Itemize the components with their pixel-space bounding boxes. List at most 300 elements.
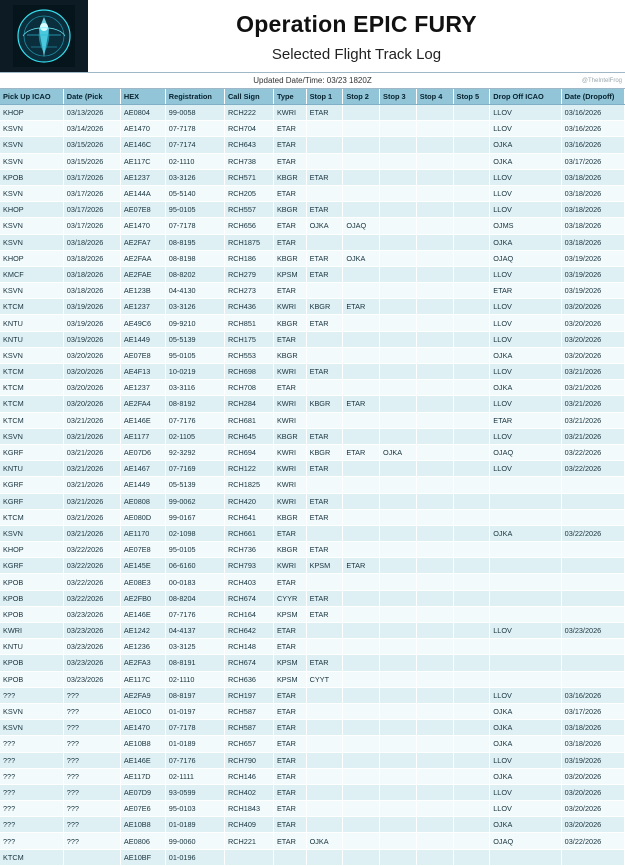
table-cell: [343, 364, 380, 380]
table-cell: [306, 574, 343, 590]
table-cell: 07-7176: [165, 606, 224, 622]
column-header[interactable]: Date (Pick: [63, 89, 120, 105]
table-row[interactable]: [0, 396, 625, 412]
table-cell: 03/22/2026: [63, 558, 120, 574]
table-cell: 03/20/2026: [561, 801, 624, 817]
table-row[interactable]: [0, 234, 625, 250]
table-cell: KSVN: [0, 121, 63, 137]
table-cell: [306, 525, 343, 541]
table-cell: ???: [63, 817, 120, 833]
table-cell: KSVN: [0, 137, 63, 153]
table-cell: [490, 849, 561, 865]
table-cell: AE1177: [120, 428, 165, 444]
table-cell: 03/18/2026: [561, 185, 624, 201]
table-cell: [306, 768, 343, 784]
table-cell: [343, 623, 380, 639]
table-cell: ???: [63, 833, 120, 849]
table-cell: RCH694: [224, 444, 273, 460]
table-cell: KSVN: [0, 153, 63, 169]
table-row[interactable]: [0, 736, 625, 752]
emblem-icon: [13, 5, 75, 67]
table-cell: [416, 639, 453, 655]
table-cell: [416, 137, 453, 153]
table-cell: ETAR: [306, 493, 343, 509]
table-row[interactable]: [0, 461, 625, 477]
table-cell: [416, 283, 453, 299]
table-cell: [453, 331, 490, 347]
table-cell: [343, 574, 380, 590]
table-cell: [453, 250, 490, 266]
table-cell: KWRI: [273, 461, 306, 477]
table-row[interactable]: [0, 558, 625, 574]
table-body: [0, 105, 625, 866]
table-cell: RCH661: [224, 525, 273, 541]
table-cell: [343, 849, 380, 865]
table-cell: ETAR: [343, 444, 380, 460]
table-row[interactable]: [0, 331, 625, 347]
table-cell: LLOV: [490, 623, 561, 639]
table-cell: LLOV: [490, 266, 561, 282]
table-cell: [453, 105, 490, 121]
table-cell: [306, 784, 343, 800]
table-row[interactable]: [0, 121, 625, 137]
table-cell: [453, 137, 490, 153]
table-cell: [490, 493, 561, 509]
table-cell: [561, 477, 624, 493]
table-cell: ETAR: [343, 299, 380, 315]
table-row[interactable]: [0, 283, 625, 299]
table-cell: [453, 752, 490, 768]
table-cell: 03/16/2026: [561, 687, 624, 703]
table-cell: 03/21/2026: [63, 444, 120, 460]
table-cell: RCH403: [224, 574, 273, 590]
column-header[interactable]: HEX: [120, 89, 165, 105]
table-cell: [416, 461, 453, 477]
table-cell: ???: [63, 736, 120, 752]
table-cell: RCH1843: [224, 801, 273, 817]
table-row[interactable]: [0, 801, 625, 817]
table-cell: 03/19/2026: [63, 331, 120, 347]
table-row[interactable]: [0, 833, 625, 849]
table-cell: [490, 574, 561, 590]
table-cell: 03/23/2026: [63, 671, 120, 687]
table-row[interactable]: [0, 266, 625, 282]
table-cell: KPOB: [0, 574, 63, 590]
table-row[interactable]: [0, 185, 625, 201]
table-cell: AE1237: [120, 380, 165, 396]
table-cell: [561, 671, 624, 687]
table-cell: LLOV: [490, 121, 561, 137]
column-header[interactable]: Date (Dropoff): [561, 89, 624, 105]
table-cell: [561, 655, 624, 671]
table-cell: KNTU: [0, 639, 63, 655]
table-cell: 03/20/2026: [561, 784, 624, 800]
table-row[interactable]: [0, 817, 625, 833]
table-cell: LLOV: [490, 185, 561, 201]
table-row[interactable]: [0, 574, 625, 590]
table-row[interactable]: [0, 639, 625, 655]
table-cell: 03/21/2026: [63, 509, 120, 525]
table-cell: RCH273: [224, 283, 273, 299]
table-row[interactable]: [0, 169, 625, 185]
table-row[interactable]: [0, 671, 625, 687]
table-cell: ETAR: [273, 283, 306, 299]
table-cell: [343, 185, 380, 201]
table-cell: 95-0103: [165, 801, 224, 817]
table-cell: LLOV: [490, 428, 561, 444]
table-cell: 95-0105: [165, 202, 224, 218]
table-cell: 03/17/2026: [63, 218, 120, 234]
table-cell: [416, 590, 453, 606]
table-cell: ETAR: [273, 720, 306, 736]
column-header[interactable]: Call Sign: [224, 89, 273, 105]
table-cell: [561, 639, 624, 655]
table-cell: KPSM: [273, 266, 306, 282]
table-cell: 03/22/2026: [63, 574, 120, 590]
updated-timestamp: Updated Date/Time: 03/23 1820Z: [253, 76, 372, 85]
table-cell: [453, 623, 490, 639]
table-cell: 08-8198: [165, 250, 224, 266]
table-cell: KHOP: [0, 202, 63, 218]
table-cell: [380, 364, 417, 380]
table-row[interactable]: [0, 105, 625, 121]
table-cell: 03/19/2026: [561, 283, 624, 299]
table-cell: OJKA: [490, 736, 561, 752]
table-cell: [380, 347, 417, 363]
table-cell: KPOB: [0, 655, 63, 671]
table-row[interactable]: [0, 590, 625, 606]
table-row[interactable]: [0, 380, 625, 396]
table-cell: [343, 105, 380, 121]
table-row[interactable]: [0, 412, 625, 428]
table-cell: ETAR: [306, 169, 343, 185]
table-cell: [490, 477, 561, 493]
table-cell: [380, 623, 417, 639]
table-cell: [380, 331, 417, 347]
table-cell: RCH587: [224, 703, 273, 719]
table-cell: RCH279: [224, 266, 273, 282]
table-cell: [416, 606, 453, 622]
table-cell: OJKA: [490, 720, 561, 736]
table-cell: [380, 784, 417, 800]
table-cell: [416, 364, 453, 380]
table-cell: [453, 234, 490, 250]
table-cell: 03/20/2026: [561, 347, 624, 363]
table-cell: RCH1875: [224, 234, 273, 250]
table-cell: [561, 606, 624, 622]
table-cell: OJAQ: [490, 444, 561, 460]
table-row[interactable]: [0, 315, 625, 331]
table-cell: [343, 703, 380, 719]
table-row[interactable]: [0, 720, 625, 736]
table-cell: [453, 266, 490, 282]
table-cell: KBGR: [273, 250, 306, 266]
table-row[interactable]: [0, 347, 625, 363]
table-cell: [380, 218, 417, 234]
table-cell: KWRI: [0, 623, 63, 639]
table-cell: KNTU: [0, 315, 63, 331]
table-cell: 03/20/2026: [561, 817, 624, 833]
table-cell: ???: [0, 687, 63, 703]
table-cell: 08-8204: [165, 590, 224, 606]
table-cell: 03/22/2026: [561, 525, 624, 541]
table-row[interactable]: [0, 703, 625, 719]
table-cell: [416, 849, 453, 865]
table-cell: [343, 331, 380, 347]
table-cell: 02-1110: [165, 153, 224, 169]
table-cell: 02-1105: [165, 428, 224, 444]
column-header[interactable]: Stop 5: [453, 89, 490, 105]
column-header[interactable]: Drop Off ICAO: [490, 89, 561, 105]
table-cell: KSVN: [0, 703, 63, 719]
table-cell: KSVN: [0, 185, 63, 201]
table-cell: [306, 412, 343, 428]
table-cell: [453, 299, 490, 315]
table-cell: [306, 380, 343, 396]
table-cell: AE07E8: [120, 202, 165, 218]
table-cell: [343, 542, 380, 558]
table-cell: ETAR: [306, 315, 343, 331]
table-cell: [490, 590, 561, 606]
table-cell: LLOV: [490, 687, 561, 703]
table-cell: [343, 671, 380, 687]
table-cell: [380, 428, 417, 444]
table-cell: LLOV: [490, 202, 561, 218]
column-header[interactable]: Pick Up ICAO: [0, 89, 63, 105]
column-header[interactable]: Stop 2: [343, 89, 380, 105]
table-row[interactable]: [0, 525, 625, 541]
table-row[interactable]: [0, 493, 625, 509]
table-cell: ETAR: [273, 639, 306, 655]
table-row[interactable]: [0, 687, 625, 703]
table-cell: AE117D: [120, 768, 165, 784]
table-cell: ETAR: [306, 542, 343, 558]
table-cell: RCH553: [224, 347, 273, 363]
table-row[interactable]: [0, 752, 625, 768]
table-cell: [306, 817, 343, 833]
table-cell: [453, 817, 490, 833]
table-cell: KBGR: [273, 202, 306, 218]
table-cell: [306, 752, 343, 768]
table-row[interactable]: [0, 477, 625, 493]
table-cell: [561, 542, 624, 558]
table-cell: KBGR: [273, 347, 306, 363]
table-cell: ???: [0, 801, 63, 817]
table-cell: [453, 784, 490, 800]
table-cell: ETAR: [273, 137, 306, 153]
table-cell: [416, 833, 453, 849]
table-cell: RCH645: [224, 428, 273, 444]
table-cell: 07-7178: [165, 218, 224, 234]
table-cell: ETAR: [273, 623, 306, 639]
table-cell: AE123B: [120, 283, 165, 299]
table-cell: 08-8202: [165, 266, 224, 282]
table-cell: [380, 703, 417, 719]
table-cell: AE07E8: [120, 347, 165, 363]
table-cell: [343, 412, 380, 428]
table-cell: [490, 606, 561, 622]
table-cell: OJKA: [490, 234, 561, 250]
table-cell: 03/22/2026: [63, 590, 120, 606]
table-cell: [453, 428, 490, 444]
table-cell: [306, 153, 343, 169]
table-cell: ETAR: [273, 121, 306, 137]
table-cell: 07-7169: [165, 461, 224, 477]
table-cell: ???: [0, 784, 63, 800]
column-header[interactable]: Stop 3: [380, 89, 417, 105]
table-row[interactable]: [0, 849, 625, 865]
table-row[interactable]: [0, 444, 625, 460]
table-cell: [343, 784, 380, 800]
table-cell: [343, 687, 380, 703]
table-cell: ETAR: [273, 380, 306, 396]
table-cell: [343, 833, 380, 849]
table-cell: LLOV: [490, 169, 561, 185]
table-cell: 05-5139: [165, 477, 224, 493]
table-cell: LLOV: [490, 461, 561, 477]
table-cell: 07-7176: [165, 412, 224, 428]
table-row[interactable]: [0, 768, 625, 784]
table-cell: [306, 639, 343, 655]
table-cell: [380, 461, 417, 477]
table-cell: 99-0060: [165, 833, 224, 849]
table-cell: LLOV: [490, 752, 561, 768]
table-row[interactable]: [0, 606, 625, 622]
table-cell: KSVN: [0, 525, 63, 541]
table-row[interactable]: [0, 623, 625, 639]
table-cell: LLOV: [490, 331, 561, 347]
table-cell: AE4F13: [120, 364, 165, 380]
table-cell: OJKA: [490, 380, 561, 396]
table-cell: KBGR: [273, 542, 306, 558]
table-cell: RCH642: [224, 623, 273, 639]
table-cell: [416, 752, 453, 768]
table-cell: [453, 364, 490, 380]
table-row[interactable]: [0, 655, 625, 671]
table-cell: AE1242: [120, 623, 165, 639]
table-cell: [343, 801, 380, 817]
table-cell: AE10BF: [120, 849, 165, 865]
table-cell: OJAQ: [343, 218, 380, 234]
table-cell: AE1470: [120, 720, 165, 736]
table-cell: RCH708: [224, 380, 273, 396]
table-cell: KBGR: [306, 396, 343, 412]
table-cell: [453, 218, 490, 234]
table-cell: [224, 849, 273, 865]
table-row[interactable]: [0, 218, 625, 234]
table-row[interactable]: [0, 153, 625, 169]
table-cell: [416, 121, 453, 137]
table-cell: AE1170: [120, 525, 165, 541]
table-cell: 03/18/2026: [63, 250, 120, 266]
table-cell: [416, 623, 453, 639]
column-header[interactable]: Type: [273, 89, 306, 105]
table-cell: RCH674: [224, 590, 273, 606]
table-cell: [380, 202, 417, 218]
table-row[interactable]: [0, 784, 625, 800]
table-cell: 08-8197: [165, 687, 224, 703]
table-cell: [306, 347, 343, 363]
table-cell: 03/23/2026: [63, 606, 120, 622]
table-row[interactable]: [0, 364, 625, 380]
table-cell: KHOP: [0, 250, 63, 266]
table-cell: KGRF: [0, 444, 63, 460]
table-cell: LLOV: [490, 299, 561, 315]
table-cell: KPOB: [0, 606, 63, 622]
table-row[interactable]: [0, 428, 625, 444]
table-cell: [380, 250, 417, 266]
table-cell: ETAR: [273, 752, 306, 768]
table-cell: [416, 250, 453, 266]
table-cell: ???: [0, 833, 63, 849]
table-cell: AE144A: [120, 185, 165, 201]
table-cell: 00-0183: [165, 574, 224, 590]
table-cell: [416, 655, 453, 671]
table-cell: LLOV: [490, 784, 561, 800]
table-cell: AE1237: [120, 299, 165, 315]
table-cell: KHOP: [0, 105, 63, 121]
table-cell: [343, 509, 380, 525]
table-cell: KTCM: [0, 849, 63, 865]
table-cell: [416, 784, 453, 800]
table-cell: KWRI: [273, 558, 306, 574]
table-row[interactable]: [0, 137, 625, 153]
table-cell: [416, 185, 453, 201]
table-cell: RCH122: [224, 461, 273, 477]
table-cell: OJAQ: [490, 833, 561, 849]
table-cell: 03/21/2026: [63, 525, 120, 541]
table-cell: AE08E3: [120, 574, 165, 590]
table-cell: [380, 509, 417, 525]
table-cell: 04-4137: [165, 623, 224, 639]
column-header[interactable]: Stop 4: [416, 89, 453, 105]
table-cell: 03/23/2026: [561, 623, 624, 639]
table-cell: AE1449: [120, 477, 165, 493]
table-cell: RCH1825: [224, 477, 273, 493]
table-cell: [306, 331, 343, 347]
table-cell: [380, 153, 417, 169]
table-cell: LLOV: [490, 364, 561, 380]
table-cell: ETAR: [343, 396, 380, 412]
table-cell: KTCM: [0, 396, 63, 412]
table-cell: [453, 655, 490, 671]
table-row[interactable]: [0, 542, 625, 558]
table-cell: ETAR: [306, 266, 343, 282]
unit-emblem: [0, 0, 88, 72]
table-cell: AE1449: [120, 331, 165, 347]
table-cell: ETAR: [306, 590, 343, 606]
table-cell: LLOV: [490, 315, 561, 331]
table-cell: RCH175: [224, 331, 273, 347]
table-cell: [380, 137, 417, 153]
table-cell: [380, 380, 417, 396]
table-cell: AE2FB0: [120, 590, 165, 606]
table-cell: 03/20/2026: [561, 331, 624, 347]
table-row[interactable]: [0, 509, 625, 525]
table-row[interactable]: [0, 250, 625, 266]
table-cell: 03-3116: [165, 380, 224, 396]
table-row[interactable]: [0, 202, 625, 218]
table-cell: KSVN: [0, 234, 63, 250]
column-header[interactable]: Stop 1: [306, 89, 343, 105]
table-cell: [306, 720, 343, 736]
table-cell: AE07E6: [120, 801, 165, 817]
column-header[interactable]: Registration: [165, 89, 224, 105]
table-row[interactable]: [0, 299, 625, 315]
table-cell: 03/20/2026: [561, 315, 624, 331]
title-block: [88, 0, 625, 72]
table-cell: [453, 347, 490, 363]
